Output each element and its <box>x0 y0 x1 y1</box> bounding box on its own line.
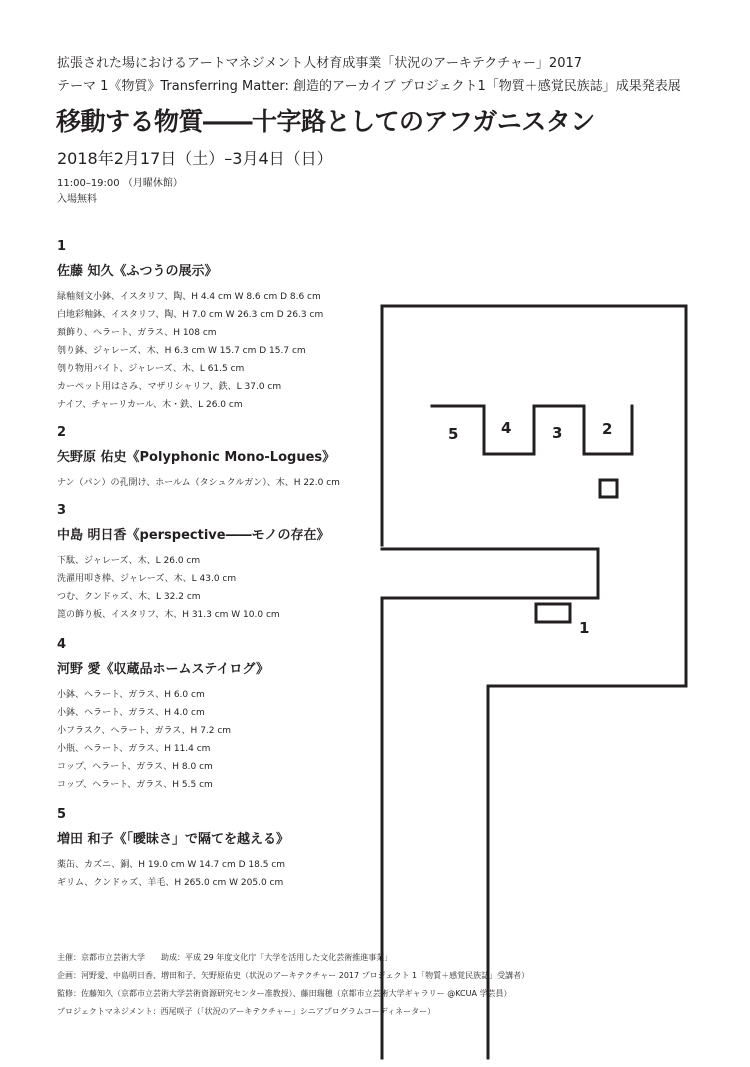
list-item: 下駄、ジャレーズ、木、L 26.0 cm <box>57 556 201 566</box>
list-item: 小鉢、ヘラート、ガラス、H 4.0 cm <box>57 708 205 718</box>
section-number: 5 <box>57 807 67 822</box>
list-item: 小フラスク、ヘラート、ガラス、H 7.2 cm <box>57 726 232 736</box>
subtitle-line-2: テーマ 1《物質》Transferring Matter: 創造的アーカイブ プロジェクト1「物質＋感覚民族誌」成果発表展 <box>57 79 681 94</box>
section-title: 佐藤 知久《ふつうの展示》 <box>57 264 218 279</box>
section-2 <box>57 425 340 492</box>
section-5 <box>57 807 289 892</box>
section-title: 矢野原 佑史《Polyphonic Mono-Logues》 <box>57 450 336 465</box>
section-number: 2 <box>57 425 67 440</box>
area-label-3: 3 <box>552 424 563 442</box>
area-label-2: 2 <box>602 420 613 438</box>
section-title: 河野 愛《収蔵品ホームステイログ》 <box>57 662 270 677</box>
area-label-5: 5 <box>448 425 459 443</box>
list-item: ナン（パン）の孔開け、ホールム（タシュクルガン）、木、H 22.0 cm <box>57 478 340 488</box>
area-label-1: 1 <box>579 619 590 637</box>
list-item: 洗濯用叩き棒、ジャレーズ、木、L 43.0 cm <box>57 574 237 584</box>
list-item: 刳り物用バイト、ジャレーズ、木、L 61.5 cm <box>57 364 245 374</box>
floor-plan-labels <box>448 419 612 637</box>
list-item: 刳り鉢、ジャレーズ、木、H 6.3 cm W 15.7 cm D 15.7 cm <box>57 346 306 356</box>
item-list <box>57 552 329 624</box>
item-list <box>57 686 269 794</box>
page-title: 移動する物質――十字路としてのアフガニスタン <box>56 107 595 136</box>
list-item: 小鉢、ヘラート、ガラス、H 6.0 cm <box>57 690 205 700</box>
floor-plan <box>380 300 700 1060</box>
credit-project-management: プロジェクトマネジメント：西尾咲子（「状況のアーキテクチャー」シニアプログラムコーディネーター） <box>57 1007 436 1016</box>
section-number: 3 <box>57 503 67 518</box>
list-item: 薬缶、カズニ、銅、H 19.0 cm W 14.7 cm D 18.5 cm <box>57 860 286 870</box>
section-1 <box>57 239 323 414</box>
item-list <box>57 288 323 414</box>
item-list <box>57 856 289 892</box>
section-title: 中島 明日香《perspective――モノの存在》 <box>57 528 330 543</box>
list-item: コップ、ヘラート、ガラス、H 8.0 cm <box>57 762 213 772</box>
list-item: カーペット用はさみ、マザリシャリフ、鉄、L 37.0 cm <box>57 382 282 392</box>
list-item: 箆の飾り板、イスタリフ、木、H 31.3 cm W 10.0 cm <box>57 610 280 620</box>
list-item: 白地彩釉鉢、イスタリフ、陶、H 7.0 cm W 26.3 cm D 26.3 cm <box>57 310 324 320</box>
subtitle-line-1: 拡張された場におけるアートマネジメント人材育成事業「状況のアーキテクチャー」2017 <box>57 56 583 71</box>
area-label-4: 4 <box>501 419 512 437</box>
section-4 <box>57 637 269 794</box>
list-item: ギリム、クンドゥズ、羊毛、H 265.0 cm W 205.0 cm <box>57 878 284 888</box>
admission-info: 入場無料 <box>57 194 97 205</box>
exhibition-date: 2018年2月17日（土）–3月4日（日） <box>57 149 333 168</box>
section-3 <box>57 503 329 624</box>
list-item: 緑釉刻文小鉢、イスタリフ、陶、H 4.4 cm W 8.6 cm D 8.6 cm <box>57 292 321 302</box>
list-item: つむ、クンドゥズ、木、L 32.2 cm <box>57 592 201 602</box>
floor-plan-walls <box>382 306 686 1058</box>
section-number: 4 <box>57 637 67 652</box>
list-item: ナイフ、チャーリカール、木・鉄、L 26.0 cm <box>57 400 243 410</box>
list-item: 頚飾り、ヘラート、ガラス、H 108 cm <box>57 328 217 338</box>
item-list <box>57 474 340 492</box>
credit-planning: 企画：河野愛、中島明日香、増田和子、矢野原佑史（状況のアーキテクチャー 2017 プロジェクト 1「物質＋感覚民族誌」受講者） <box>57 971 530 980</box>
credit-organizer: 主催：京都市立芸術大学 助成：平成 29 年度文化庁「大学を活用した文化芸術推進事業」 <box>57 953 393 962</box>
section-title: 増田 和子《「曖昧さ」で隔てを越える》 <box>57 832 290 847</box>
list-item: コップ、ヘラート、ガラス、H 5.5 cm <box>57 780 213 790</box>
list-item: 小瓶、ヘラート、ガラス、H 11.4 cm <box>57 744 211 754</box>
section-number: 1 <box>57 239 67 254</box>
credit-supervision: 監修：佐藤知久（京都市立芸術大学芸術資源研究センター准教授）、藤田瑞穂（京都市立芸術大学ギャラリー @KCUA 学芸員） <box>57 989 512 998</box>
opening-hours: 11:00–19:00 （月曜休館） <box>57 178 183 189</box>
